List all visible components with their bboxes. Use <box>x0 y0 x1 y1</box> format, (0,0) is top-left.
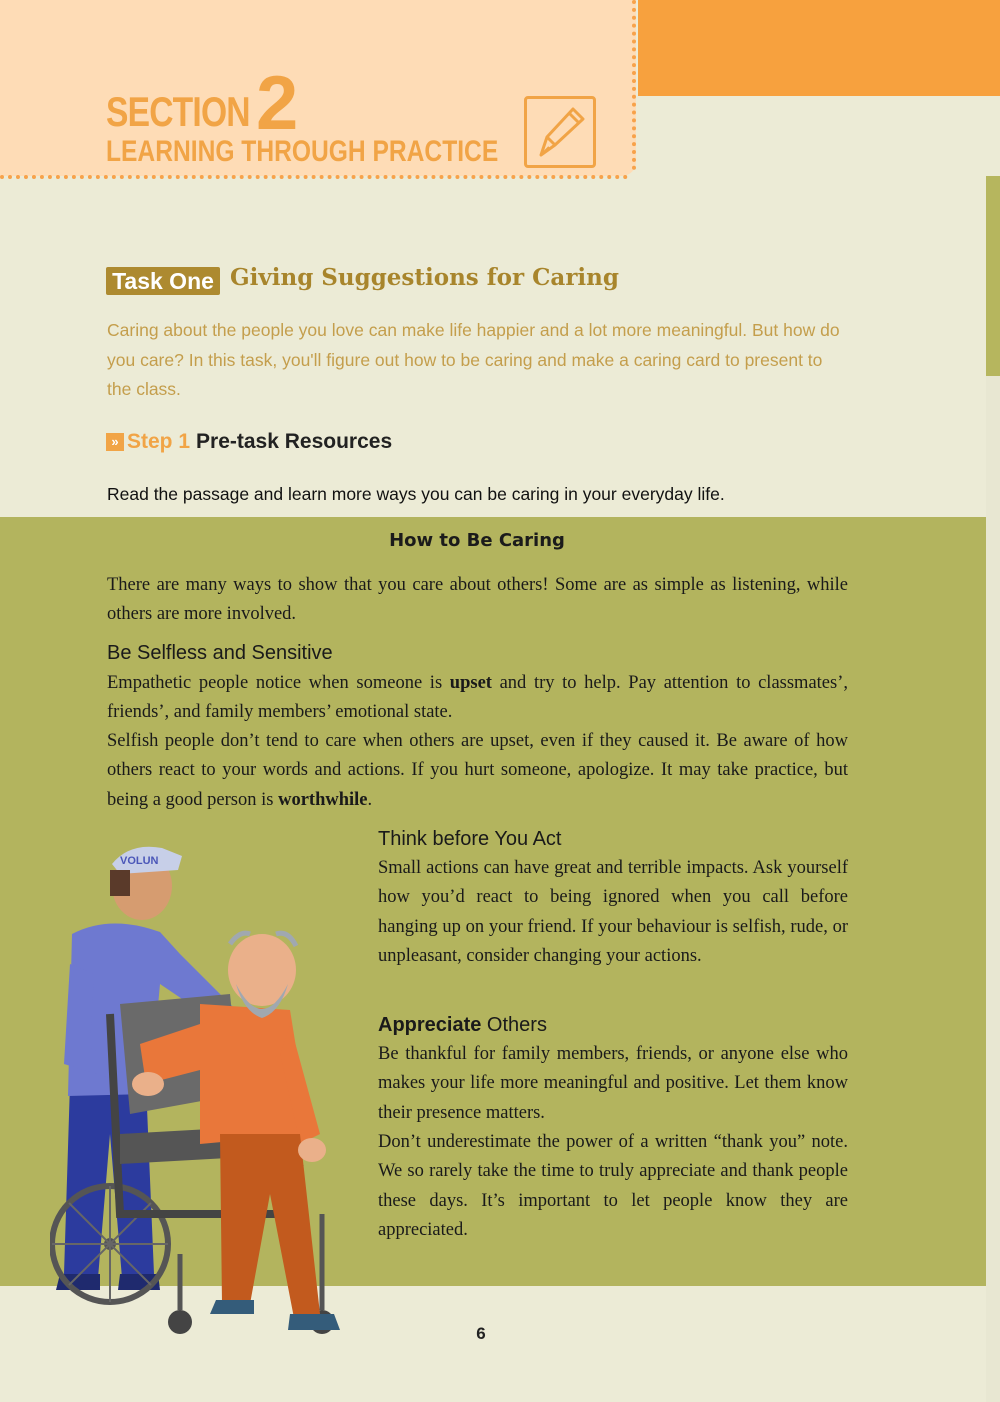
bold-word-worthwhile: worthwhile <box>278 789 368 810</box>
step-name: Pre-task Resources <box>196 430 393 453</box>
volunteer-wheelchair-illustration <box>50 834 350 1354</box>
bold-word-upset: upset <box>449 673 492 693</box>
paragraph-thankful: Be thankful for family members, friends, or anyone else who makes your life more meaningful and positive. Let them know their presence matters. <box>378 1044 848 1123</box>
double-chevron-icon: » <box>106 433 124 451</box>
paragraph-thank-you-note: Don’t underestimate the power of a written “thank you” note. We so rarely take the time to truly appreciate and thank people these days. It’s important to let people know they are appreciated. <box>378 1132 848 1240</box>
orange-corner-block <box>638 0 1000 96</box>
paragraph-actions: Small actions can have great and terrible impacts. Ask yourself how you’d react to being ignored when you call before hanging up on your friend. If your behaviour is selfish, rude, or unpleasant, consider changing your actions. <box>378 858 848 966</box>
passage-intro: There are many ways to show that you care about others! Some are as simple as listening, while others are more involved. <box>107 575 848 625</box>
dotted-border-vertical <box>632 0 636 170</box>
paragraph-selfish: Selfish people don’t tend to care when others are upset, even if they caused it. Be aware of how others react to your words and actions. If you hurt someone, apologize. It may take practice, but being a good person is worthwhile. <box>107 731 848 810</box>
page-number: 6 <box>476 1324 486 1343</box>
step-label: Step 1 <box>127 430 191 453</box>
task-badge: Task One <box>106 267 220 295</box>
task-title: Giving Suggestions for Caring <box>230 264 619 291</box>
section-number: 2 <box>256 61 299 146</box>
paragraph-empathetic: Empathetic people notice when someone is upset and try to help. Pay attention to classmates’, friends’, and family members’ emotional state. <box>107 673 848 723</box>
section-heading-appreciate: Appreciate Others <box>378 1014 547 1036</box>
dotted-border <box>0 175 628 179</box>
step-instruction: Read the passage and learn more ways you can be caring in your everyday life. <box>107 484 725 504</box>
passage-title: How to Be Caring <box>389 530 565 551</box>
section-label: SECTION <box>106 88 250 135</box>
section-subtitle: LEARNING THROUGH PRACTICE <box>106 135 499 168</box>
side-tab <box>986 176 1000 376</box>
step-heading <box>106 430 392 454</box>
section-heading-selfless: Be Selfless and Sensitive <box>107 642 333 664</box>
pen-icon <box>524 96 596 168</box>
task-intro: Caring about the people you love can make life happier and a lot more meaningful. But how do you care? In this task, you'll figure out how to be caring and make a caring card to present to the class. <box>107 320 840 399</box>
side-margin <box>986 376 1000 1402</box>
cap-text: VOLUN <box>120 855 159 867</box>
section-heading-think: Think before You Act <box>378 828 562 850</box>
